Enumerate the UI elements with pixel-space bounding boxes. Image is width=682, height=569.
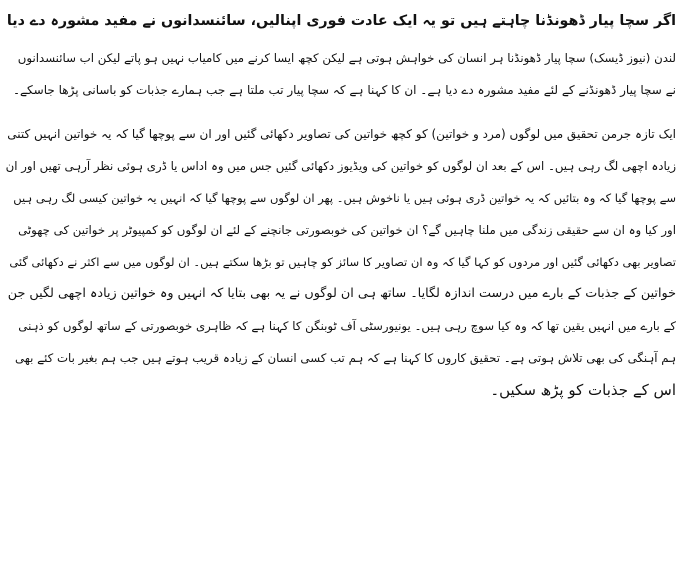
paragraph-line: لندن (نیوز ڈیسک) سچا پیار ڈھونڈنا ہر انسان کی خواہش ہوتی ہے لیکن کچھ ایسا کرنے میں کامیاب نہیں ہو پاتے لیکن اب سائنسدانوں bbox=[17, 51, 676, 65]
paragraph-line: اس کے جذبات کو پڑھ سکیں۔ bbox=[490, 381, 676, 399]
article-paragraph-intro bbox=[6, 42, 676, 106]
article-paragraph-body bbox=[6, 118, 676, 406]
paragraph-line: ایک تازہ جرمن تحقیق میں لوگوں (مرد و خواتین) کو کچھ خواتین کی تصاویر دکھائی گئیں اور ان سے پوچھا گیا کہ یہ خواتین انہیں کتنی bbox=[7, 127, 676, 141]
paragraph-line: ہم آہنگی کی بھی تلاش ہوتی ہے۔ تحقیق کاروں کا کہنا ہے کہ ہم تب کسی انسان کے زیادہ قریب ہوتے ہیں جب ہم بغیر بات کئے بھی bbox=[14, 351, 676, 365]
paragraph-line: کے بارے میں انہیں یقین تھا کہ وہ کیا سوچ رہی ہیں۔ یونیورسٹی آف ٹوبنگن کا کہنا ہے کہ ظاہری خوبصورتی کے ساتھ لوگوں کو ذہنی bbox=[18, 319, 676, 333]
article-headline: اگر سچا پیار ڈھونڈنا چاہتے ہیں تو یہ ایک عادت فوری اپنالیں، سائنسدانوں نے مفید مشورہ دے دیا bbox=[6, 13, 676, 29]
paragraph-line: زیادہ اچھی لگ رہی ہیں۔ اس کے بعد ان لوگوں کو خواتین کی ویڈیوز دکھائی گئیں جس میں وہ اداس یا ڈری ہوئی نظر آرہی تھیں اور ان bbox=[6, 159, 676, 173]
paragraph-line: اور کیا وہ ان سے حقیقی زندگی میں ملنا چاہیں گے؟ ان خواتین کی خوبصورتی جانچنے کے لئے ان لوگوں کو کمپیوٹر پر خواتین کی چھوٹی bbox=[18, 223, 676, 237]
paragraph-line: خواتین کے جذبات کے بارے میں درست اندازہ لگایا۔ ساتھ ہی ان لوگوں نے یہ بھی بتایا کہ انہیں وہ خواتین زیادہ اچھی لگیں جن bbox=[7, 286, 676, 301]
paragraph-spacer bbox=[6, 106, 676, 118]
paragraph-line: تصاویر بھی دکھائی گئیں اور مردوں کو کہا گیا کہ وہ ان تصاویر کا سائز کو چاہیں تو بڑھا سکتے ہیں۔ ان لوگوں میں سے اکثر نے دکھائی گئی bbox=[9, 255, 676, 269]
paragraph-line: سے پوچھا گیا کہ وہ بتائیں کہ یہ خواتین ڈری ہوئی ہیں یا ناخوش ہیں۔ پھر ان لوگوں سے پوچھا گیا کہ انہیں یہ خواتین کیسی لگ رہی ہیں bbox=[13, 191, 676, 205]
paragraph-line: نے سچا پیار ڈھونڈنے کے لئے مفید مشورہ دے دیا ہے۔ ان کا کہنا ہے کہ سچا پیار تب ملتا ہے جب ہمارے جذبات کو باسانی پڑھا جاسکے۔ bbox=[12, 83, 676, 97]
